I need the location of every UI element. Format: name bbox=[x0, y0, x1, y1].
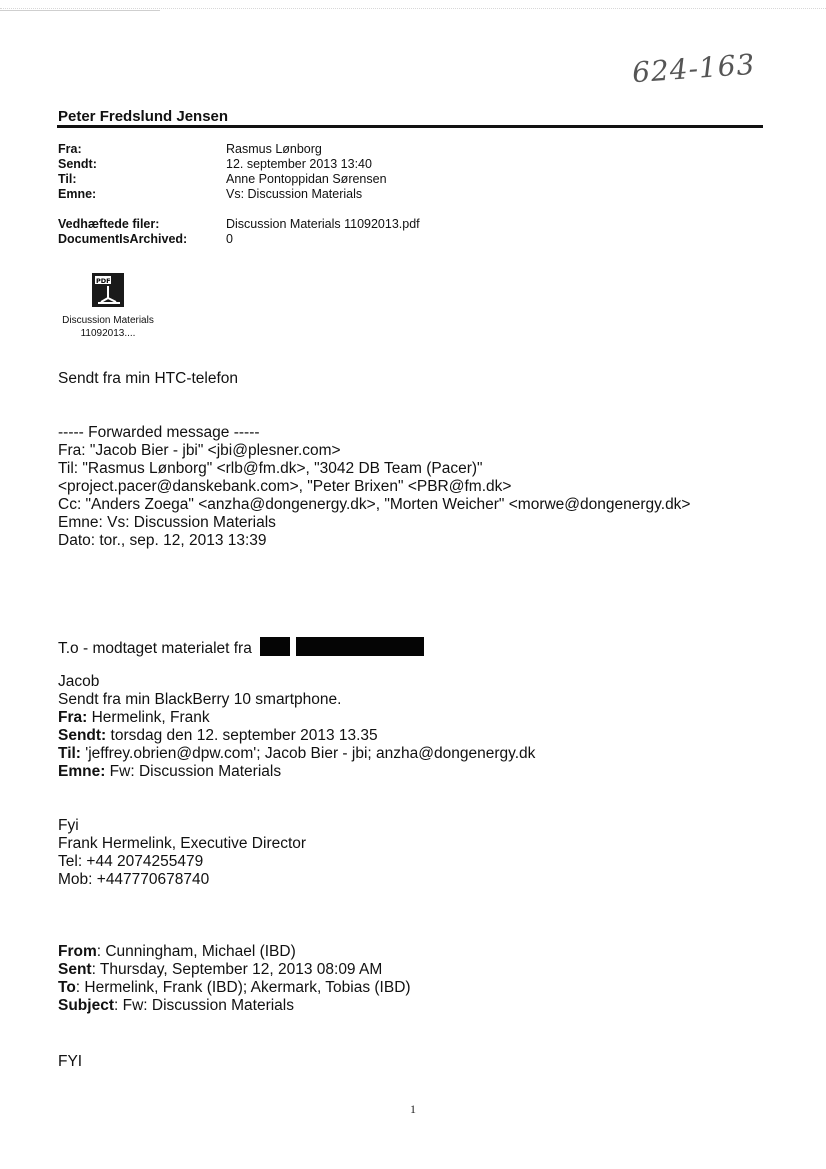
header-value: Rasmus Lønborg bbox=[226, 142, 322, 156]
field-value: : Fw: Discussion Materials bbox=[113, 997, 294, 1014]
mailbox-owner-name: Peter Fredslund Jensen bbox=[58, 108, 229, 125]
scan-edge-mark bbox=[0, 10, 160, 11]
header-value: Vs: Discussion Materials bbox=[226, 187, 363, 201]
received-material-text: T.o - modtaget materialet fra bbox=[58, 640, 252, 657]
header-key: Sendt: bbox=[58, 157, 97, 171]
scan-edge-line bbox=[0, 8, 826, 9]
forwarded-date: Dato: tor., sep. 12, 2013 13:39 bbox=[58, 532, 267, 549]
jacob-from-row bbox=[58, 709, 535, 727]
attachments-key: Vedhæftede filer: bbox=[58, 217, 160, 231]
attachment-tile[interactable] bbox=[56, 272, 160, 340]
header-key: Fra: bbox=[58, 142, 82, 156]
michael-to-row bbox=[58, 979, 411, 997]
email-attachment-fields bbox=[58, 217, 420, 247]
email-header-fields bbox=[58, 142, 387, 202]
field-label: Sendt: bbox=[58, 727, 107, 744]
forwarded-subject: Emne: Vs: Discussion Materials bbox=[58, 514, 276, 531]
fyi-line: Fyi bbox=[58, 817, 79, 834]
header-divider bbox=[57, 125, 763, 128]
final-fyi: FYI bbox=[58, 1053, 83, 1070]
htc-signature: Sendt fra min HTC-telefon bbox=[58, 370, 239, 387]
frank-mobile: Mob: +447770678740 bbox=[58, 871, 210, 888]
jacob-subject-row bbox=[58, 763, 535, 781]
field-value: : Cunningham, Michael (IBD) bbox=[96, 943, 296, 960]
michael-from-row bbox=[58, 943, 411, 961]
page-number: 1 bbox=[410, 1102, 416, 1116]
field-label: Til: bbox=[58, 745, 81, 762]
header-row-archived bbox=[58, 232, 420, 247]
jacob-to-row bbox=[58, 745, 535, 763]
field-value: : Thursday, September 12, 2013 08:09 AM bbox=[91, 961, 383, 978]
header-row-subject bbox=[58, 187, 387, 202]
header-value: Anne Pontoppidan Sørensen bbox=[226, 172, 387, 186]
received-material-line bbox=[58, 637, 424, 658]
field-value: Fw: Discussion Materials bbox=[105, 763, 282, 780]
pdf-badge-text: PDF bbox=[96, 277, 111, 285]
field-value: torsdag den 12. september 2013 13.35 bbox=[106, 727, 378, 744]
michael-message-header bbox=[58, 943, 411, 1015]
archived-value: 0 bbox=[226, 232, 233, 246]
pdf-file-icon bbox=[90, 272, 126, 308]
field-value: : Hermelink, Frank (IBD); Akermark, Tobias (IBD) bbox=[75, 979, 411, 996]
frank-signature-name: Frank Hermelink, Executive Director bbox=[58, 835, 307, 852]
handwritten-stamp: 624-163 bbox=[630, 47, 757, 90]
header-row-from bbox=[58, 142, 387, 157]
field-value: 'jeffrey.obrien@dpw.com'; Jacob Bier - jbi; anzha@dongenergy.dk bbox=[80, 745, 536, 762]
attachment-name-line2: 11092013.... bbox=[80, 328, 136, 339]
header-value: 12. september 2013 13:40 bbox=[226, 157, 372, 171]
forwarded-cc: Cc: "Anders Zoega" <anzha@dongenergy.dk>, "Morten Weicher" <morwe@dongenergy.dk> bbox=[58, 496, 691, 513]
blackberry-signature: Sendt fra min BlackBerry 10 smartphone. bbox=[58, 691, 342, 708]
michael-subject-row bbox=[58, 997, 411, 1015]
forwarded-heading: ----- Forwarded message ----- bbox=[58, 424, 260, 441]
sent-from-htc bbox=[58, 370, 238, 388]
forwarded-message-block bbox=[58, 424, 691, 550]
header-key: Til: bbox=[58, 172, 77, 186]
field-label: Emne: bbox=[58, 763, 106, 780]
frank-phone: Tel: +44 2074255479 bbox=[58, 853, 204, 870]
final-fyi-block bbox=[58, 1053, 82, 1071]
header-key: Emne: bbox=[58, 187, 97, 201]
attachment-name-line1: Discussion Materials bbox=[62, 315, 154, 326]
michael-sent-row bbox=[58, 961, 411, 979]
field-label: To bbox=[58, 979, 76, 996]
jacob-name: Jacob bbox=[58, 673, 100, 690]
header-row-sent bbox=[58, 157, 387, 172]
frank-message-block bbox=[58, 817, 306, 889]
forwarded-from: Fra: "Jacob Bier - jbi" <jbi@plesner.com> bbox=[58, 442, 341, 459]
forwarded-to-line1: Til: "Rasmus Lønborg" <rlb@fm.dk>, "3042 DB Team (Pacer)" bbox=[58, 460, 483, 477]
field-value: Hermelink, Frank bbox=[87, 709, 210, 726]
jacob-sent-row bbox=[58, 727, 535, 745]
header-row-to bbox=[58, 172, 387, 187]
archived-key: DocumentIsArchived: bbox=[58, 232, 188, 246]
attachments-value[interactable]: Discussion Materials 11092013.pdf bbox=[226, 217, 420, 231]
field-label: Sent bbox=[58, 961, 92, 978]
redaction-bar bbox=[296, 637, 424, 656]
field-label: From bbox=[58, 943, 97, 960]
header-row-attachments bbox=[58, 217, 420, 232]
jacob-message-block bbox=[58, 673, 535, 781]
field-label: Subject bbox=[58, 997, 114, 1014]
field-label: Fra: bbox=[58, 709, 88, 726]
forwarded-to-line2: <project.pacer@danskebank.com>, "Peter Brixen" <PBR@fm.dk> bbox=[58, 478, 512, 495]
redaction-bar bbox=[260, 637, 290, 656]
